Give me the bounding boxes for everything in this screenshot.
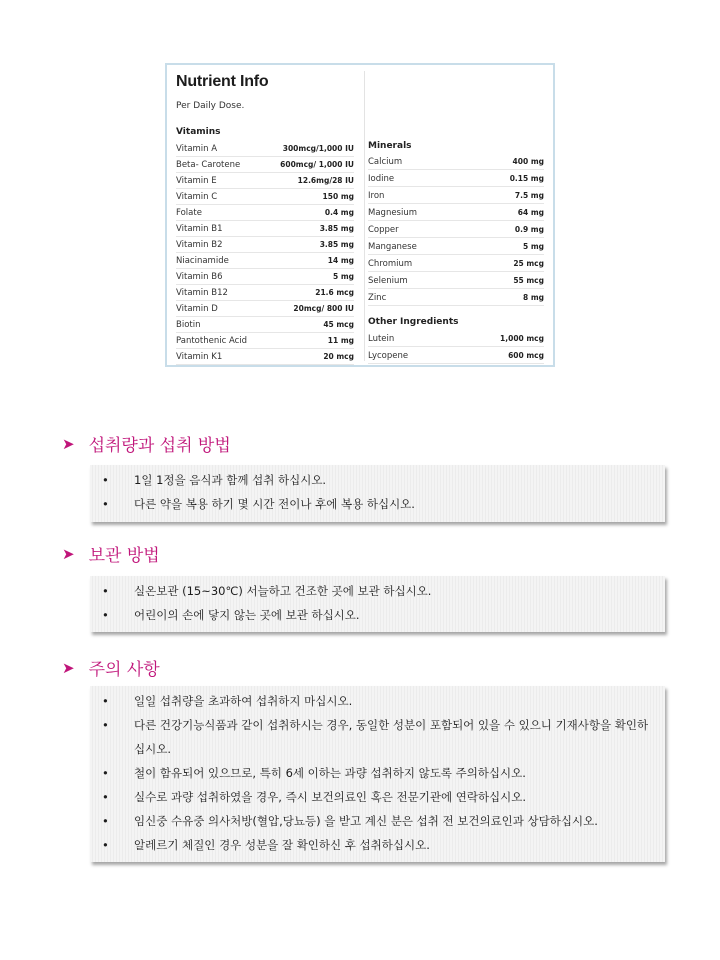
nutrient-value: 300mcg/1,000 IU — [282, 144, 354, 153]
intake-box — [90, 465, 665, 522]
nutrient-row — [368, 154, 544, 170]
nutrient-name: Beta- Carotene — [176, 159, 241, 170]
nutrient-name: Vitamin B1 — [176, 223, 223, 234]
bullet-dot-icon: • — [102, 694, 109, 708]
section-heading-text: 주의 사항 — [88, 660, 160, 680]
list-item: • 임신중 수유중 의사처방(혈압,당뇨등) 을 받고 계신 분은 섭취 전 보건의료인과 상담하십시오. — [98, 809, 655, 833]
nutrient-name: Niacinamide — [176, 255, 229, 266]
nutrient-value: 21.6 mcg — [315, 288, 354, 297]
list-item: • 다른 약을 복용 하기 몇 시간 전이나 후에 복용 하십시오. — [98, 492, 655, 516]
nutrient-name: Copper — [368, 224, 399, 235]
nutrient-row — [176, 157, 354, 173]
nutrient-name: Vitamin B6 — [176, 271, 223, 282]
nutrient-name: Iodine — [368, 173, 395, 184]
nutrient-row — [368, 205, 544, 221]
nutrient-name: Vitamin B12 — [176, 287, 228, 298]
nutrient-name: Vitamin A — [176, 143, 218, 154]
nutrient-row — [368, 273, 544, 289]
section-heading-text: 보관 방법 — [88, 546, 160, 566]
nutrient-name: Vitamin E — [176, 175, 217, 186]
nutrient-value: 600 mcg — [508, 351, 544, 360]
bullet-dot-icon: • — [102, 814, 109, 828]
nutrient-name: Folate — [176, 207, 202, 218]
nutrient-row — [176, 253, 354, 269]
bullet-dot-icon: • — [102, 608, 109, 622]
nutrient-value: 3.85 mg — [319, 224, 354, 233]
nutrient-name: Selenium — [368, 275, 408, 286]
nutrient-name: Lycopene — [368, 350, 409, 361]
nutrient-name: Lutein — [368, 333, 395, 344]
nutrient-value: 12.6mg/28 IU — [297, 176, 354, 185]
nutrient-name: Magnesium — [368, 207, 418, 218]
nutrient-value: 5 mg — [522, 242, 544, 251]
nutrient-row — [176, 237, 354, 253]
nutrient-row — [176, 141, 354, 157]
nutrient-value: 7.5 mg — [514, 191, 544, 200]
nutrient-row — [176, 173, 354, 189]
nutrient-value: 0.4 mg — [324, 208, 354, 217]
bullet-dot-icon: • — [102, 473, 109, 487]
list-item: • 실수로 과량 섭취하였을 경우, 즉시 보건의료인 혹은 전문기관에 연락하십시오. — [98, 785, 655, 809]
nutrient-info-panel — [165, 63, 555, 367]
nutrient-row — [176, 333, 354, 349]
nutrient-value: 11 mg — [327, 336, 354, 345]
nutrient-row — [176, 285, 354, 301]
nutrient-value: 150 mg — [322, 192, 354, 201]
nutrient-value: 0.9 mg — [514, 225, 544, 234]
section-heading-text: 섭취량과 섭취 방법 — [88, 436, 231, 456]
nutrient-row — [176, 301, 354, 317]
nutrient-value: 5 mg — [332, 272, 354, 281]
caution-box — [90, 686, 665, 862]
nutrient-name: Vitamin D — [176, 303, 218, 314]
nutrient-name: Zinc — [368, 292, 387, 303]
nutrient-value: 20 mcg — [323, 352, 354, 361]
nutrient-row — [368, 222, 544, 238]
nutrient-row — [368, 331, 544, 347]
arrow-right-icon: ➤ — [62, 544, 75, 563]
nutrient-row — [368, 256, 544, 272]
nutrient-row — [176, 349, 354, 365]
nutrient-name: Vitamin C — [176, 191, 218, 202]
nutrient-value: 400 mg — [512, 157, 544, 166]
nutrient-value: 14 mg — [327, 256, 354, 265]
nutrient-value: 0.15 mg — [509, 174, 544, 183]
nutrient-row — [368, 239, 544, 255]
panel-subtitle: Per Daily Dose. — [176, 101, 245, 111]
column-divider — [364, 71, 365, 361]
minerals-header: Minerals — [368, 141, 412, 151]
arrow-right-icon: ➤ — [62, 434, 75, 453]
list-item: • 다른 건강기능식품과 같이 섭취하시는 경우, 동일한 성분이 포함되어 있을 수 있으니 기재사항을 확인하십시오. — [98, 713, 655, 761]
storage-box — [90, 576, 665, 632]
nutrient-value: 600mcg/ 1,000 IU — [280, 160, 354, 169]
list-item: • 알레르기 체질인 경우 성분을 잘 확인하신 후 섭취하십시오. — [98, 833, 655, 857]
nutrient-row — [176, 269, 354, 285]
bullet-dot-icon: • — [102, 718, 109, 732]
nutrient-row — [176, 317, 354, 333]
nutrient-value: 55 mcg — [513, 276, 544, 285]
nutrient-value: 8 mg — [522, 293, 544, 302]
section-heading-intake — [62, 431, 231, 456]
list-item: • 실온보관 (15~30℃) 서늘하고 건조한 곳에 보관 하십시오. — [98, 579, 655, 603]
nutrient-name: Chromium — [368, 258, 413, 269]
bullet-dot-icon: • — [102, 790, 109, 804]
list-item: • 1일 1정을 음식과 함께 섭취 하십시오. — [98, 468, 655, 492]
nutrient-row — [368, 290, 544, 306]
list-item: • 일일 섭취량을 초과하여 섭취하지 마십시오. — [98, 689, 655, 713]
nutrient-name: Vitamin B2 — [176, 239, 223, 250]
list-item: • 철이 함유되어 있으므로, 특히 6세 이하는 과량 섭취하지 않도록 주의하십시오. — [98, 761, 655, 785]
bullet-dot-icon: • — [102, 838, 109, 852]
section-heading-caution — [62, 655, 160, 680]
nutrient-value: 20mcg/ 800 IU — [293, 304, 354, 313]
nutrient-row — [176, 189, 354, 205]
nutrient-name: Iron — [368, 190, 385, 201]
bullet-dot-icon: • — [102, 497, 109, 511]
nutrient-value: 45 mcg — [323, 320, 354, 329]
nutrient-row — [368, 188, 544, 204]
nutrient-name: Vitamin K1 — [176, 351, 223, 362]
nutrient-value: 3.85 mg — [319, 240, 354, 249]
nutrient-name: Pantothenic Acid — [176, 335, 248, 346]
nutrient-name: Biotin — [176, 319, 201, 330]
nutrient-name: Manganese — [368, 241, 417, 252]
nutrient-row — [368, 348, 544, 364]
list-item: • 어린이의 손에 닿지 않는 곳에 보관 하십시오. — [98, 603, 655, 627]
vitamins-header: Vitamins — [176, 127, 221, 137]
nutrient-name: Calcium — [368, 156, 403, 167]
nutrient-row — [176, 205, 354, 221]
panel-title: Nutrient Info — [176, 73, 269, 90]
nutrient-value: 64 mg — [517, 208, 544, 217]
nutrient-value: 1,000 mcg — [500, 334, 544, 343]
other-ingredients-header: Other Ingredients — [368, 317, 459, 327]
arrow-right-icon: ➤ — [62, 658, 75, 677]
nutrient-row — [368, 171, 544, 187]
bullet-dot-icon: • — [102, 766, 109, 780]
nutrient-row — [176, 221, 354, 237]
section-heading-storage — [62, 541, 160, 566]
bullet-dot-icon: • — [102, 584, 109, 598]
nutrient-value: 25 mcg — [513, 259, 544, 268]
